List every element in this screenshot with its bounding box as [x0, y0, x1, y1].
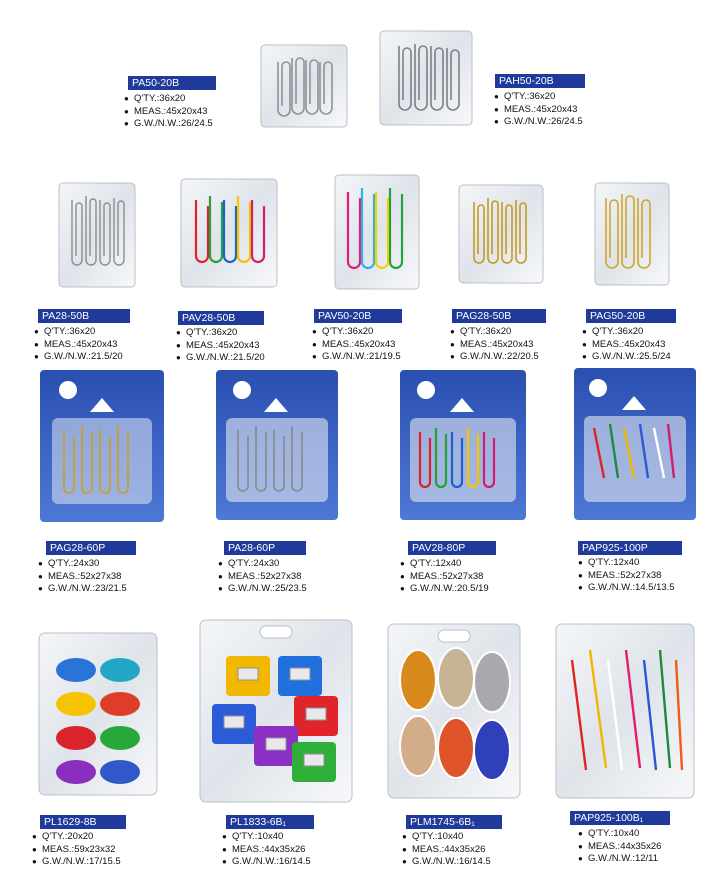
paperclip-box-icon: [592, 180, 672, 288]
spec-meas: ● MEAS.:45x20x43: [494, 104, 583, 117]
spec-weight: ● G.W./N.W.:20.5/19: [400, 583, 489, 596]
spec-weight: ● G.W./N.W.:21.5/20: [34, 351, 123, 364]
paperclip-box-icon: [178, 176, 280, 290]
plastic-clip-box-icon: [36, 630, 160, 798]
spec-list: [222, 831, 311, 869]
spec-qty: ● Q'TY.:12x40: [578, 557, 675, 570]
spec-weight: ● G.W./N.W.:12/11: [578, 853, 661, 866]
product-code: PAG50-20B: [586, 309, 676, 323]
spec-meas: ● MEAS.:45x20x43: [582, 339, 671, 352]
product-code: PAV28-50B: [178, 311, 264, 325]
product-code: PAG28-50B: [452, 309, 546, 323]
spec-meas: ● MEAS.:59x23x32: [32, 844, 121, 857]
paperclip-box-icon: [456, 182, 546, 286]
product-code: PAP925-100B₁: [570, 811, 670, 825]
spec-meas: ● MEAS.:52x27x38: [218, 571, 307, 584]
spec-list: [494, 91, 583, 129]
spec-list: [312, 326, 401, 364]
spec-weight: ● G.W./N.W.:16/14.5: [402, 856, 491, 869]
spec-weight: ● G.W./N.W.:22/20.5: [450, 351, 539, 364]
spec-list: [578, 828, 661, 866]
spec-weight: ● G.W./N.W.:21/19.5: [312, 351, 401, 364]
spec-qty: ● Q'TY.:24x30: [218, 558, 307, 571]
spec-list: [32, 831, 121, 869]
product-code: PAV28-80P: [408, 541, 496, 555]
product-code: PAP925-100P: [578, 541, 682, 555]
spec-qty: ● Q'TY.:10x40: [402, 831, 491, 844]
spec-meas: ● MEAS.:44x35x26: [222, 844, 311, 857]
spec-weight: ● G.W./N.W.:16/14.5: [222, 856, 311, 869]
paperclip-box-icon: [258, 42, 350, 130]
paperclip-box-icon: [377, 28, 475, 128]
spec-list: [218, 558, 307, 596]
product-code: PA28-60P: [224, 541, 306, 555]
spec-meas: ● MEAS.:45x20x43: [124, 106, 213, 119]
paperclip-blister-card-icon: [398, 368, 528, 522]
spec-qty: ● Q'TY.:36x20: [450, 326, 539, 339]
spec-qty: ● Q'TY.:10x40: [578, 828, 661, 841]
spec-qty: ● Q'TY.:24x30: [38, 558, 127, 571]
spec-list: [578, 557, 675, 595]
spec-meas: ● MEAS.:45x20x43: [34, 339, 123, 352]
spec-weight: ● G.W./N.W.:17/15.5: [32, 856, 121, 869]
paperclip-box-icon: [56, 180, 138, 290]
plastic-clip-box-icon: [384, 620, 524, 802]
spec-weight: ● G.W./N.W.:26/24.5: [124, 118, 213, 131]
spec-qty: ● Q'TY.:12x40: [400, 558, 489, 571]
plastic-clip-box-icon: [552, 620, 698, 802]
paperclip-box-icon: [332, 172, 422, 292]
spec-meas: ● MEAS.:44x35x26: [578, 841, 661, 854]
spec-meas: ● MEAS.:52x27x38: [578, 570, 675, 583]
product-code: PAV50-20B: [314, 309, 402, 323]
spec-weight: ● G.W./N.W.:23/21.5: [38, 583, 127, 596]
spec-qty: ● Q'TY.:36x20: [34, 326, 123, 339]
spec-qty: ● Q'TY.:10x40: [222, 831, 311, 844]
paperclip-blister-card-icon: [214, 368, 340, 522]
spec-list: [402, 831, 491, 869]
spec-qty: ● Q'TY.:36x20: [124, 93, 213, 106]
spec-meas: ● MEAS.:52x27x38: [38, 571, 127, 584]
spec-meas: ● MEAS.:45x20x43: [176, 340, 265, 353]
spec-meas: ● MEAS.:45x20x43: [312, 339, 401, 352]
spec-list: [400, 558, 489, 596]
product-code: PLM1745-6B₁: [406, 815, 502, 829]
spec-weight: ● G.W./N.W.:25.5/24: [582, 351, 671, 364]
spec-meas: ● MEAS.:45x20x43: [450, 339, 539, 352]
paperclip-blister-card-icon: [572, 366, 698, 522]
plastic-clip-box-icon: [196, 616, 356, 806]
spec-list: [450, 326, 539, 364]
spec-list: [124, 93, 213, 131]
spec-meas: ● MEAS.:44x35x26: [402, 844, 491, 857]
spec-list: [34, 326, 123, 364]
product-code: PL1833-6B₁: [226, 815, 314, 829]
spec-list: [176, 327, 265, 365]
spec-weight: ● G.W./N.W.:25/23.5: [218, 583, 307, 596]
spec-qty: ● Q'TY.:36x20: [494, 91, 583, 104]
product-code: PL1629-8B: [40, 815, 126, 829]
spec-qty: ● Q'TY.:20x20: [32, 831, 121, 844]
spec-list: [582, 326, 671, 364]
product-code: PAH50-20B: [495, 74, 585, 88]
spec-list: [38, 558, 127, 596]
product-code: PAG28-60P: [46, 541, 136, 555]
product-code: PA50-20B: [128, 76, 216, 90]
spec-qty: ● Q'TY.:36x20: [582, 326, 671, 339]
spec-qty: ● Q'TY.:36x20: [312, 326, 401, 339]
spec-weight: ● G.W./N.W.:14.5/13.5: [578, 582, 675, 595]
product-code: PA28-50B: [38, 309, 130, 323]
spec-weight: ● G.W./N.W.:26/24.5: [494, 116, 583, 129]
paperclip-blister-card-icon: [38, 368, 166, 524]
spec-meas: ● MEAS.:52x27x38: [400, 571, 489, 584]
spec-qty: ● Q'TY.:36x20: [176, 327, 265, 340]
spec-weight: ● G.W./N.W.:21.5/20: [176, 352, 265, 365]
